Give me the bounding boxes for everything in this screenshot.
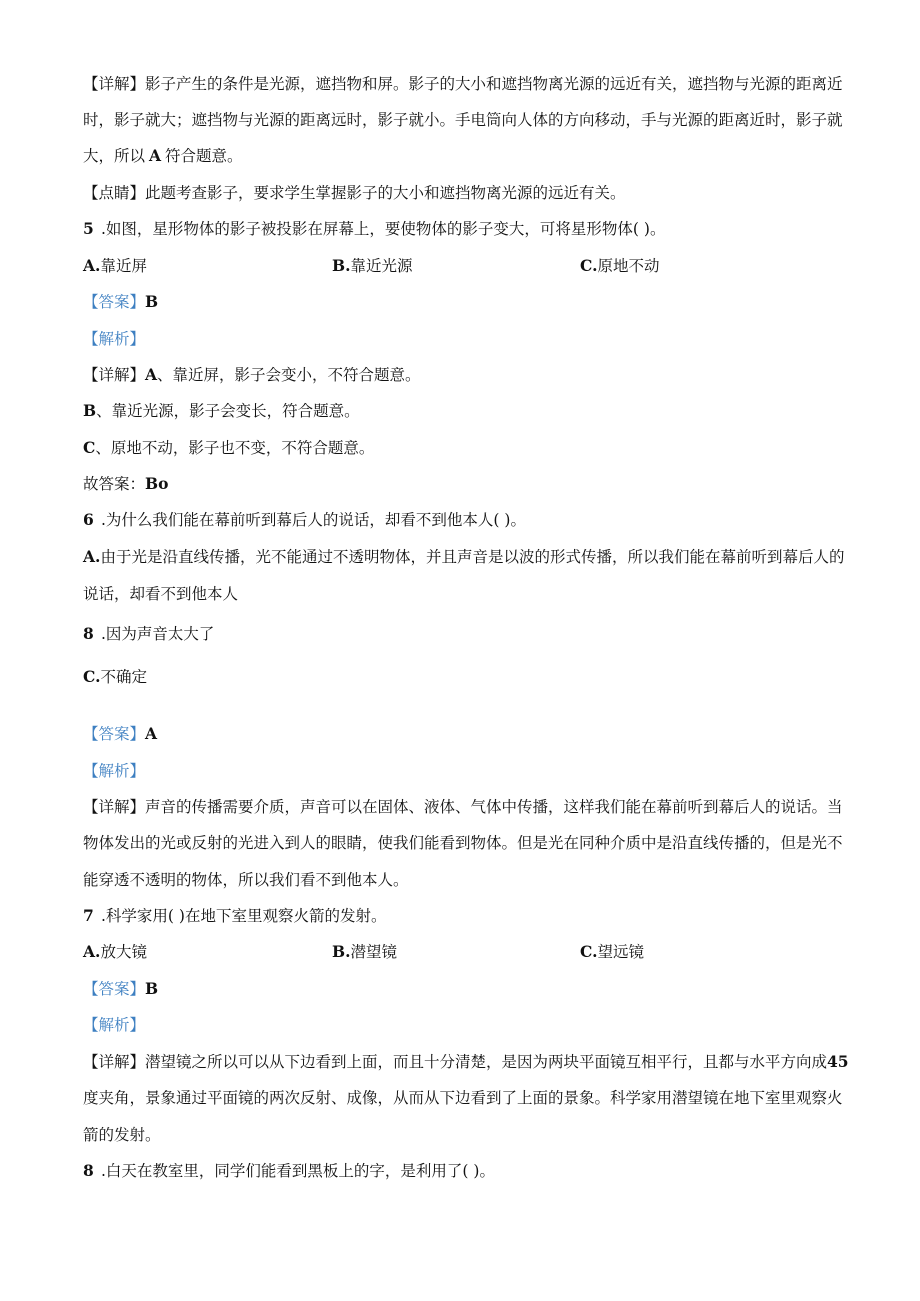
detail-line: 能穿透不透明的物体，所以我们看不到他本人。 xyxy=(83,871,409,889)
answer-value: B xyxy=(145,292,159,311)
final-value: Bo xyxy=(145,474,169,493)
detail-line xyxy=(83,1052,849,1072)
question-number: 5 xyxy=(83,219,94,238)
option-text: .因为声音太大了 xyxy=(101,625,215,643)
option-letter: A. xyxy=(83,547,101,566)
answer-label: 【答案】 xyxy=(83,980,146,998)
option-letter: C. xyxy=(580,256,598,275)
detail-line: 度夹角，景象通过平面镜的两次反射、成像，从而从下边看到了上面的景象。科学家用潜望镜在地下室里观察火 xyxy=(83,1089,843,1107)
option-a xyxy=(83,547,844,567)
final-answer-line xyxy=(83,474,168,494)
question-text: .如图，星形物体的影子被投影在屏幕上，要使物体的影子变大，可将星形物体( )。 xyxy=(101,220,666,238)
detail-line: 箭的发射。 xyxy=(83,1126,161,1144)
detail-text: 、靠近屏，影子会变小，不符合题意。 xyxy=(157,366,421,384)
analysis-label: 【解析】 xyxy=(83,330,146,348)
detail-text: 、原地不动，影子也不变，不符合题意。 xyxy=(95,439,375,457)
analysis-label: 【解析】 xyxy=(83,1016,146,1034)
option-letter: B. xyxy=(332,942,351,961)
option-number: 8 xyxy=(83,624,94,643)
answer-label: 【答案】 xyxy=(83,293,146,311)
option-letter: C. xyxy=(580,942,598,961)
question-5 xyxy=(83,219,665,239)
option-letter: A. xyxy=(83,256,101,275)
answer-value: A xyxy=(145,724,158,743)
option-text: 靠近光源 xyxy=(350,257,413,275)
option-c xyxy=(580,942,644,962)
question-number: 7 xyxy=(83,906,94,925)
option-ref: A xyxy=(145,365,158,384)
option-letter: B. xyxy=(332,256,351,275)
option-a xyxy=(83,256,147,276)
answer-line xyxy=(83,979,158,999)
option-text: 靠近屏 xyxy=(100,257,147,275)
answer-letter: A xyxy=(149,146,162,165)
option-ref: B xyxy=(83,401,97,420)
option-text: 潜望镜 xyxy=(350,943,398,961)
option-a-continued: 说话，却看不到他本人 xyxy=(83,585,239,603)
option-text: 由于光是沿直线传播，光不能通过不透明物体，并且声音是以波的形式传播，所以我们能在幕前听到幕后人的 xyxy=(100,548,845,566)
question-8 xyxy=(83,1161,495,1181)
question-number: 6 xyxy=(83,510,94,529)
detail-line xyxy=(83,146,243,166)
option-b xyxy=(83,624,214,644)
angle-value: 45 xyxy=(827,1052,849,1071)
text-segment: 符合题意。 xyxy=(165,147,243,165)
text-segment: 大，所以 xyxy=(83,147,146,165)
detail-label: 【详解】 xyxy=(83,366,146,384)
question-text: .白天在教室里，同学们能看到黑板上的字，是利用了( )。 xyxy=(101,1162,495,1180)
detail-line: 【详解】影子产生的条件是光源，遮挡物和屏。影子的大小和遮挡物离光源的远近有关，遮挡物与光源的距离近 xyxy=(83,75,843,93)
detail-line xyxy=(83,438,374,458)
option-text: 望远镜 xyxy=(597,943,644,961)
detail-line xyxy=(83,365,421,385)
answer-line xyxy=(83,724,157,744)
final-label: 故答案： xyxy=(83,475,146,493)
answer-label: 【答案】 xyxy=(83,725,146,743)
question-6 xyxy=(83,510,526,530)
answer-line xyxy=(83,292,158,312)
option-b xyxy=(332,942,397,962)
option-letter: A. xyxy=(83,942,101,961)
detail-line: 时，影子就大；遮挡物与光源的距离远时，影子就小。手电筒向人体的方向移动，手与光源的距离近时，影子就 xyxy=(83,111,843,129)
option-text: 不确定 xyxy=(100,668,147,686)
option-c xyxy=(580,256,659,276)
detail-line xyxy=(83,401,360,421)
question-number: 8 xyxy=(83,1161,94,1180)
analysis-label: 【解析】 xyxy=(83,762,146,780)
option-b xyxy=(332,256,413,276)
option-ref: C xyxy=(83,438,96,457)
option-text: 原地不动 xyxy=(597,257,660,275)
option-text: 放大镜 xyxy=(100,943,147,961)
option-letter: C. xyxy=(83,667,101,686)
question-text: .科学家用( )在地下室里观察火箭的发射。 xyxy=(101,907,387,925)
detail-text: 【详解】潜望镜之所以可以从下边看到上面，而且十分清楚，是因为两块平面镜互相平行，且都与水平方向成 xyxy=(83,1053,828,1071)
option-a xyxy=(83,942,147,962)
question-text: .为什么我们能在幕前听到幕后人的说话，却看不到他本人( )。 xyxy=(101,511,526,529)
question-7 xyxy=(83,906,386,926)
detail-text: 、靠近光源，影子会变长，符合题意。 xyxy=(96,402,360,420)
answer-value: B xyxy=(145,979,159,998)
option-c xyxy=(83,667,147,687)
detail-line: 物体发出的光或反射的光进入到人的眼睛，使我们能看到物体。但是光在同种介质中是沿直线传播的，但是光不 xyxy=(83,834,843,852)
remark-line: 【点睛】此题考查影子，要求学生掌握影子的大小和遮挡物离光源的远近有关。 xyxy=(83,184,626,202)
detail-line: 【详解】声音的传播需要介质，声音可以在固体、液体、气体中传播，这样我们能在幕前听到幕后人的说话。当 xyxy=(83,798,843,816)
